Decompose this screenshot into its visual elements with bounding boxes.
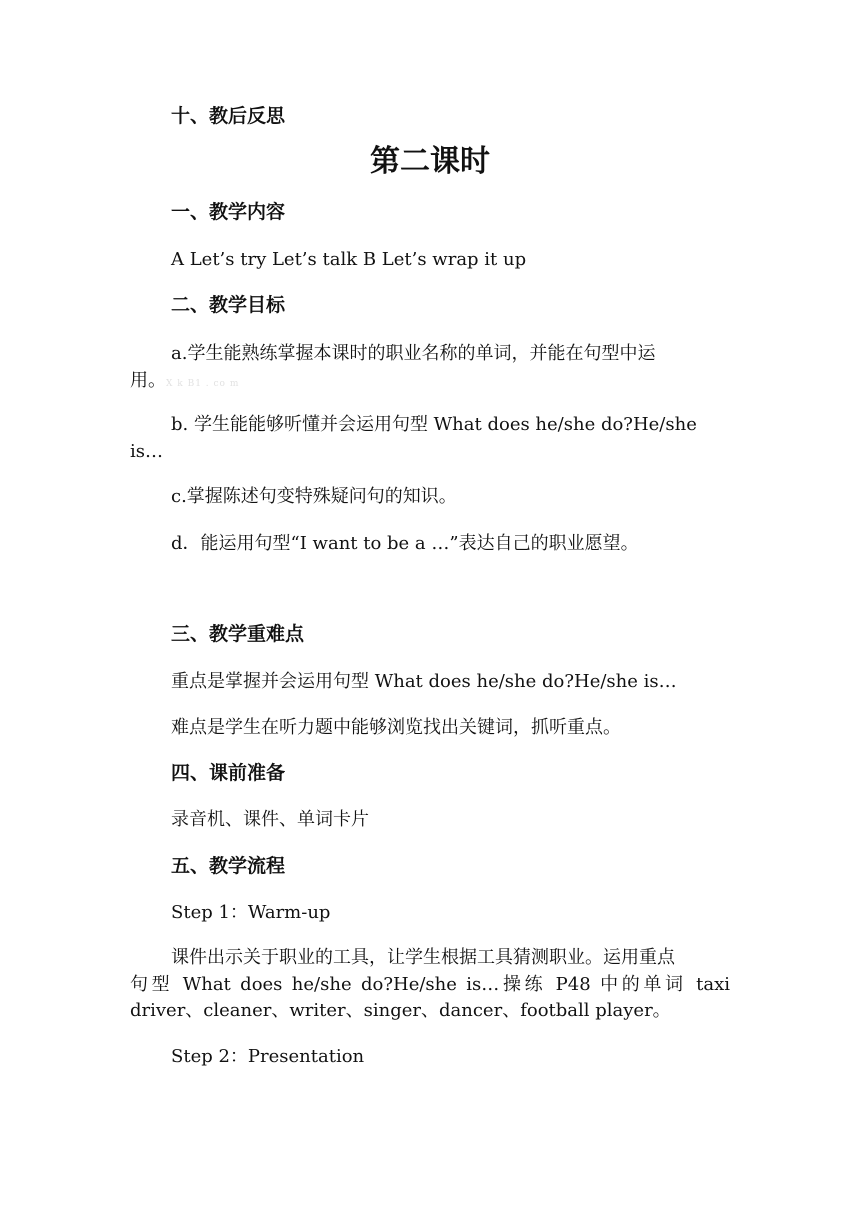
heading-reflection: 十、教后反思 bbox=[171, 105, 286, 127]
step1-line2: 句型 What does he/she do?He/she is…操练 P48 中的单词 taxi bbox=[130, 974, 730, 995]
difficulty-text: 难点是学生在听力题中能够浏览找出关键词，抓听重点。 bbox=[171, 717, 621, 738]
goal-a-line2-text: 用。 bbox=[130, 370, 166, 391]
heading-key-points: 三、教学重难点 bbox=[171, 623, 305, 645]
page-title: 第二课时 bbox=[370, 144, 490, 179]
key-point-text: 重点是掌握并会运用句型 What does he/she do?He/she is… bbox=[171, 671, 677, 692]
goal-d: d．能运用句型“I want to be a …”表达自己的职业愿望。 bbox=[171, 533, 639, 554]
teaching-content-text: A Let’s try Let’s talk B Let’s wrap it up bbox=[171, 249, 527, 270]
preparation-text: 录音机、课件、单词卡片 bbox=[171, 809, 369, 830]
heading-preparation: 四、课前准备 bbox=[171, 762, 286, 784]
goal-a-line1: a.学生能熟练掌握本课时的职业名称的单词，并能在句型中运 bbox=[171, 343, 656, 364]
goal-a-line2 bbox=[130, 366, 730, 399]
step1-line1: 课件出示关于职业的工具，让学生根据工具猜测职业。运用重点 bbox=[171, 947, 675, 968]
goal-b-line1: b. 学生能能够听懂并会运用句型 What does he/she do?He/she bbox=[171, 414, 697, 435]
watermark-text: X k B1 . co m bbox=[166, 379, 240, 389]
heading-teaching-content: 一、教学内容 bbox=[171, 201, 286, 223]
step1-title: Step 1：Warm-up bbox=[171, 902, 331, 923]
heading-teaching-process: 五、教学流程 bbox=[171, 855, 286, 877]
goal-c: c.掌握陈述句变特殊疑问句的知识。 bbox=[171, 486, 457, 507]
goal-b-line2: is… bbox=[130, 441, 163, 462]
step2-title: Step 2：Presentation bbox=[171, 1046, 365, 1067]
heading-teaching-goals: 二、教学目标 bbox=[171, 294, 286, 316]
step1-line3: driver、cleaner、writer、singer、dancer、football player。 bbox=[130, 1000, 671, 1021]
